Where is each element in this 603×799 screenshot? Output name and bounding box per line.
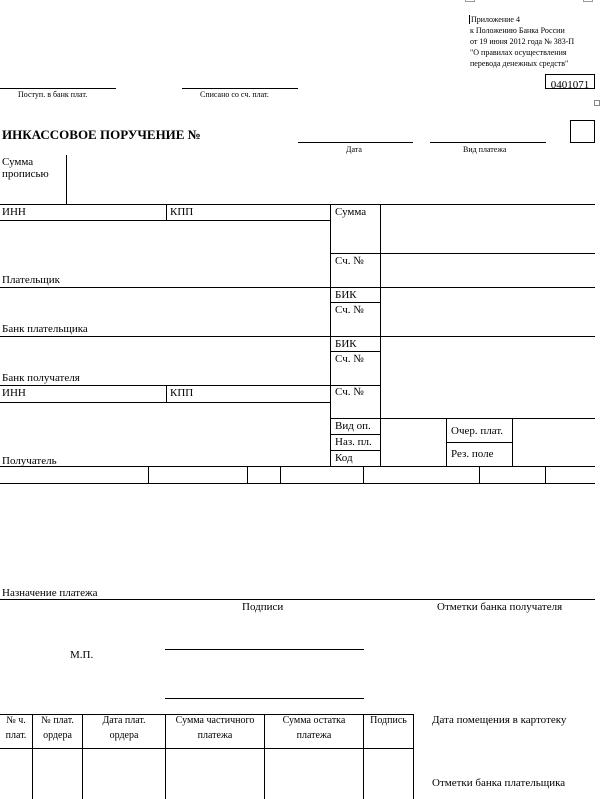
- tax-vline-363: [363, 466, 364, 483]
- form-code-box: [545, 74, 595, 89]
- tax-vline-280: [280, 466, 281, 483]
- payer-bank-label: Банк плательщика: [2, 323, 88, 335]
- top-edge-mark: [465, 0, 475, 2]
- payment-purpose-code-label: Наз. пл.: [335, 436, 372, 448]
- payer-account-label: Сч. №: [335, 255, 364, 267]
- tax-vline-545: [545, 466, 546, 483]
- payee-bank-bik-label: БИК: [335, 338, 357, 350]
- form-title: ИНКАССОВОЕ ПОРУЧЕНИЕ №: [2, 127, 201, 142]
- partial-col-2-l2: ордера: [43, 730, 72, 741]
- amount-words-label-2: прописью: [2, 168, 49, 180]
- grid-line-466: [0, 466, 595, 467]
- grid-line-287: [0, 287, 595, 288]
- tax-vline-247: [247, 466, 248, 483]
- grid-line-220: [0, 220, 330, 221]
- payer-label: Плательщик: [2, 274, 60, 286]
- partial-col-6: [364, 715, 413, 727]
- status-box[interactable]: [570, 120, 595, 143]
- payer-amount-label: Сумма: [335, 206, 367, 218]
- form-code: 0401071: [550, 79, 590, 91]
- corner-mark: [594, 100, 600, 106]
- payer-bank-bik-label: БИК: [335, 289, 357, 301]
- received-date-line[interactable]: [0, 88, 116, 89]
- partial-col-2-l1: № плат.: [41, 715, 74, 726]
- grid-line-434: [330, 434, 380, 435]
- appendix-line-3: от 19 июня 2012 года № 383-П: [470, 37, 575, 46]
- payee-kpp-label: КПП: [170, 387, 194, 399]
- debited-label: Списано со сч. плат.: [200, 90, 269, 99]
- partial-col-3: [83, 715, 165, 742]
- payer-kpp-label: КПП: [170, 206, 194, 218]
- payee-account-label: Сч. №: [335, 386, 364, 398]
- appendix-bracket: [469, 15, 470, 24]
- partial-col-3-l1: Дата плат.: [102, 715, 146, 726]
- partial-col-4-l2: платежа: [197, 730, 233, 741]
- payer-bank-marks-label: Отметки банка плательщика: [432, 777, 566, 789]
- partial-col-4-l1: Сумма частичного: [175, 715, 255, 726]
- grid-line-351: [330, 351, 380, 352]
- grid-line-418: [330, 418, 595, 419]
- received-label: Поступ. в банк плат.: [18, 90, 88, 99]
- grid-vline-380: [380, 204, 381, 466]
- partial-col-3-l2: ордера: [109, 730, 139, 741]
- payee-bank-label: Банк получателя: [2, 372, 80, 384]
- payment-type-label: Вид платежа: [463, 145, 507, 154]
- grid-line-253: [330, 253, 595, 254]
- priority-label: Очер. плат.: [451, 425, 504, 437]
- appendix-line-1: Приложение 4: [471, 15, 520, 24]
- payee-inn-label: ИНН: [2, 387, 26, 399]
- tax-vline-148: [148, 466, 149, 483]
- partial-table-header-bottom: [0, 748, 413, 749]
- payee-label: Получатель: [2, 455, 57, 467]
- grid-vline-512: [512, 418, 513, 466]
- purpose-label: Назначение платежа: [2, 587, 98, 599]
- partial-col-1: [0, 715, 32, 742]
- grid-line-385: [0, 385, 380, 386]
- amount-words-field[interactable]: [67, 155, 595, 204]
- partial-col-1-l1: № ч.: [6, 715, 26, 726]
- partial-col-5-l2: платежа: [296, 730, 332, 741]
- grid-line-402: [0, 402, 330, 403]
- grid-line-302: [330, 302, 380, 303]
- partial-col-5: [265, 715, 363, 742]
- partial-vline-413: [413, 714, 414, 799]
- amount-words-label-1: Сумма: [2, 156, 34, 168]
- stamp-label: М.П.: [70, 649, 94, 661]
- debited-date-line[interactable]: [182, 88, 298, 89]
- grid-line-204: [0, 204, 595, 205]
- partial-col-2: [33, 715, 82, 742]
- partial-col-4: [166, 715, 264, 742]
- payee-bank-marks-label: Отметки банка получателя: [437, 601, 563, 613]
- payer-inn-label: ИНН: [2, 206, 26, 218]
- reserve-field-label: Рез. поле: [451, 448, 494, 460]
- grid-line-442: [446, 442, 512, 443]
- grid-vline-446: [446, 418, 447, 466]
- signatures-label: Подписи: [242, 601, 284, 613]
- date-label: Дата: [346, 145, 362, 154]
- file-date-label: Дата помещения в картотеку: [432, 714, 567, 726]
- appendix-line-5: перевода денежных средств": [470, 59, 569, 68]
- grid-line-450: [330, 450, 380, 451]
- appendix-line-4: "О правилах осуществления: [470, 48, 567, 57]
- purpose-line: [0, 599, 595, 600]
- partial-col-6-label: Подпись: [370, 715, 407, 726]
- op-type-label: Вид оп.: [335, 420, 371, 432]
- payer-bank-account-label: Сч. №: [335, 304, 364, 316]
- tax-vline-479: [479, 466, 480, 483]
- signature-line-2[interactable]: [165, 698, 364, 699]
- code-label: Код: [335, 452, 353, 464]
- signature-line-1[interactable]: [165, 649, 364, 650]
- grid-vline-166b: [166, 385, 167, 402]
- top-edge-mark-2: [583, 0, 593, 2]
- appendix-line-2: к Положению Банка России: [470, 26, 565, 35]
- grid-vline-330: [330, 204, 331, 466]
- partial-col-5-l1: Сумма остатка: [282, 715, 346, 726]
- date-line[interactable]: [298, 142, 413, 143]
- grid-line-336: [0, 336, 595, 337]
- payee-bank-account-label: Сч. №: [335, 353, 364, 365]
- payment-type-line[interactable]: [430, 142, 546, 143]
- grid-vline-166a: [166, 204, 167, 220]
- purpose-field[interactable]: [0, 484, 595, 598]
- partial-col-1-l2: плат.: [5, 730, 27, 741]
